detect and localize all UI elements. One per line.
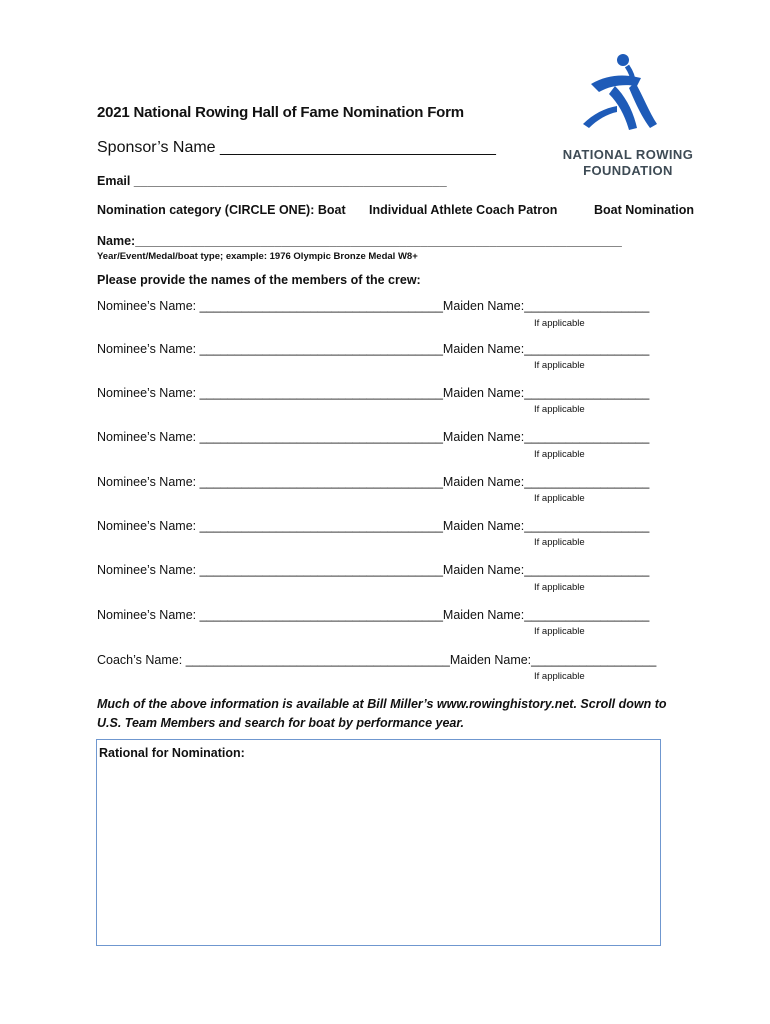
nominee-row-5[interactable]: Nominee’s Name: ___________________________________Maiden Name:__________________ [97,475,650,489]
sponsor-name-field[interactable]: Sponsor’s Name _______________________________ [97,139,496,156]
foundation-logo [553,52,703,178]
nominee-hint-4: If applicable [534,449,585,460]
rower-figure-icon [553,52,703,147]
nominee-row-3[interactable]: Nominee’s Name: ___________________________________Maiden Name:__________________ [97,386,650,400]
nominee-hint-2: If applicable [534,360,585,371]
info-note-line-2: U.S. Team Members and search for boat by performance year. [97,716,465,730]
nominee-hint-3: If applicable [534,404,585,415]
nominee-row-8[interactable]: Nominee’s Name: ___________________________________Maiden Name:__________________ [97,608,650,622]
rational-textarea[interactable] [96,739,661,946]
nominee-row-7[interactable]: Nominee’s Name: ___________________________________Maiden Name:__________________ [97,563,650,577]
nominee-hint-6: If applicable [534,537,585,548]
nominee-row-2[interactable]: Nominee’s Name: ___________________________________Maiden Name:__________________ [97,342,650,356]
coach-row[interactable]: Coach’s Name: ______________________________________Maiden Name:__________________ [97,653,657,667]
crew-heading: Please provide the names of the members of the crew: [97,273,421,287]
category-options[interactable]: Individual Athlete Coach Patron [369,203,558,217]
logo-line-1: NATIONAL ROWING [562,147,694,162]
name-field[interactable]: Name:______________________________________________________________________ [97,234,622,248]
form-title: 2021 National Rowing Hall of Fame Nomination Form [97,104,464,121]
nominee-row-1[interactable]: Nominee’s Name: ___________________________________Maiden Name:__________________ [97,299,650,313]
nominee-hint-8: If applicable [534,626,585,637]
nominee-hint-5: If applicable [534,493,585,504]
email-field[interactable]: Email _____________________________________________ [97,174,447,188]
logo-line-2: FOUNDATION [583,163,673,178]
info-note-line-1: Much of the above information is available at Bill Miller’s www.rowinghistory.net. Scroll down to [97,697,667,711]
nominee-row-4[interactable]: Nominee’s Name: ___________________________________Maiden Name:__________________ [97,430,650,444]
coach-hint: If applicable [534,671,585,682]
category-label[interactable]: Nomination category (CIRCLE ONE): Boat [97,203,346,217]
nominee-hint-7: If applicable [534,582,585,593]
category-boat-nomination[interactable]: Boat Nomination [594,203,694,217]
name-hint: Year/Event/Medal/boat type; example: 1976 Olympic Bronze Medal W8+ [97,251,418,262]
nominee-row-6[interactable]: Nominee’s Name: ___________________________________Maiden Name:__________________ [97,519,650,533]
nominee-hint-1: If applicable [534,318,585,329]
rational-label: Rational for Nomination: [99,746,245,760]
